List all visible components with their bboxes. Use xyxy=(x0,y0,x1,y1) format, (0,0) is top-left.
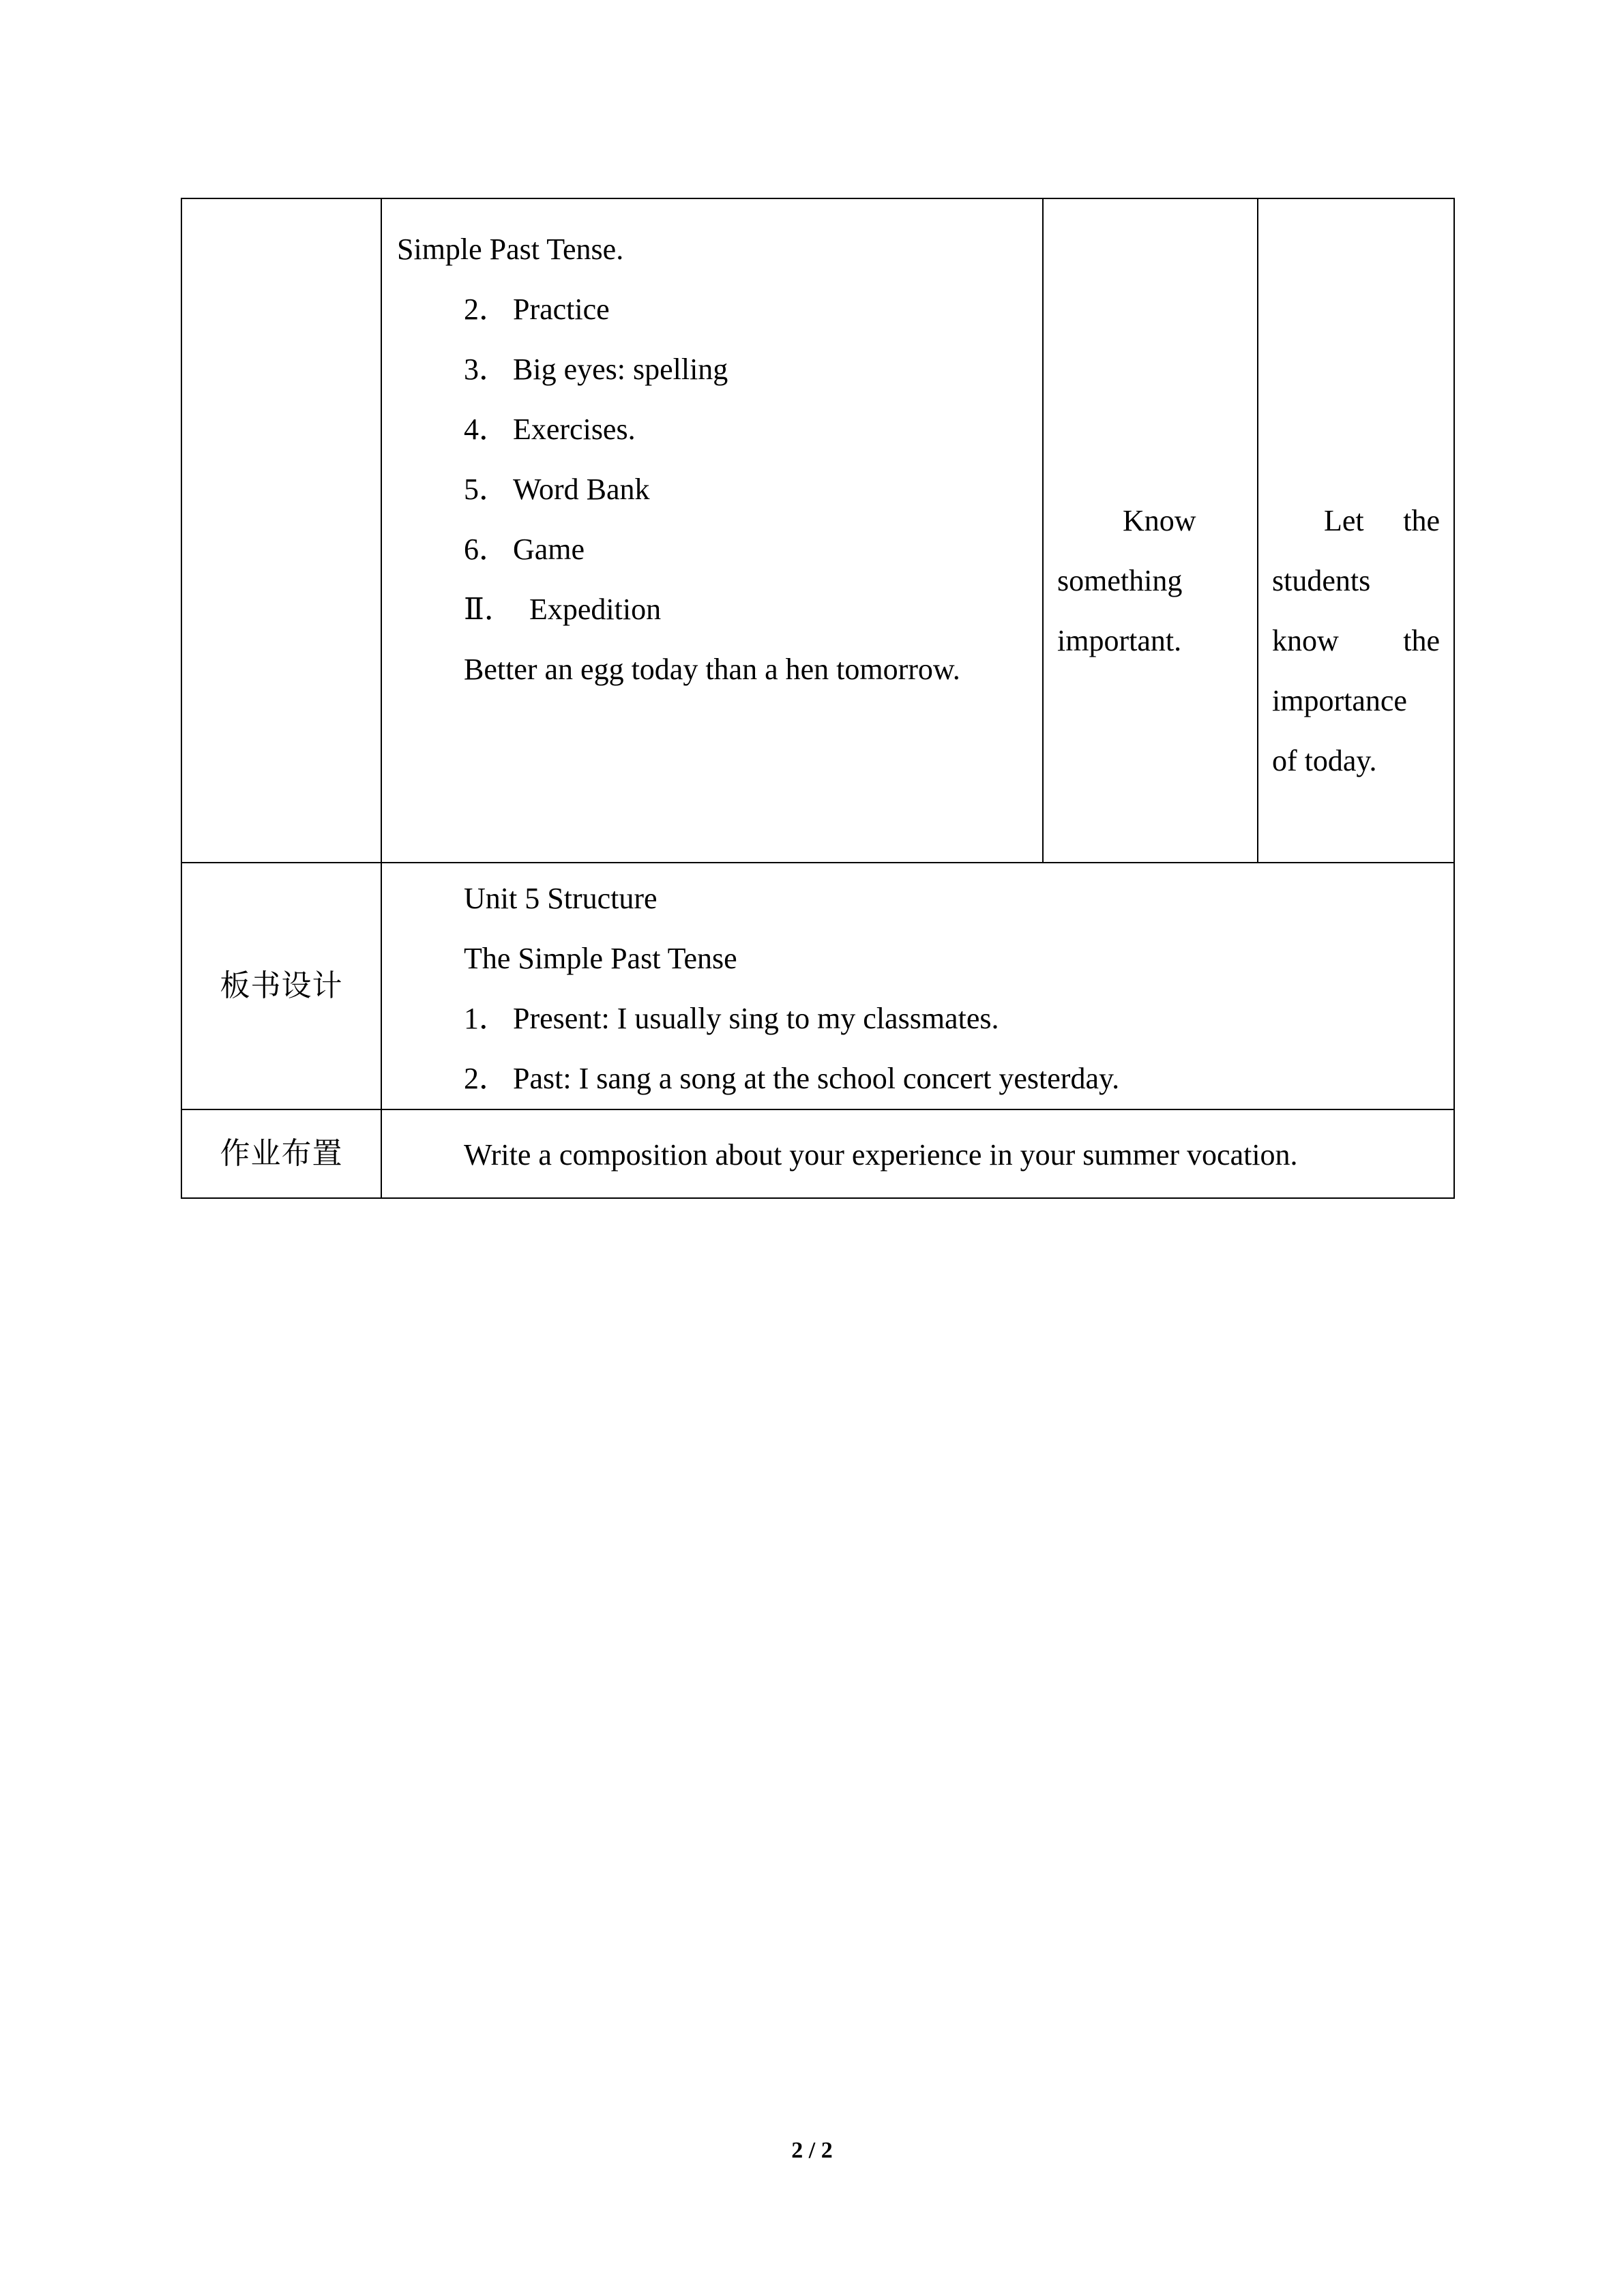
aim-cell xyxy=(1043,198,1258,863)
purpose-line: importance xyxy=(1272,684,1407,717)
page-number: 2 / 2 xyxy=(791,2138,833,2163)
aim-line: important. xyxy=(1057,624,1182,657)
procedure-content-cell xyxy=(381,198,1043,863)
list-item: 2． Practice xyxy=(464,293,610,326)
empty-label-cell xyxy=(181,198,381,863)
purpose-line: Let the xyxy=(1324,504,1440,537)
aim-line: something xyxy=(1057,564,1183,597)
purpose-line: of today. xyxy=(1272,744,1377,777)
purpose-cell xyxy=(1258,198,1454,863)
proverb-line: Better an egg today than a hen tomorrow. xyxy=(464,653,960,686)
intro-line: Simple Past Tense. xyxy=(397,233,624,266)
list-item: 2． Past: I sang a song at the school concert yesterday. xyxy=(464,1062,1120,1095)
board-title: Unit 5 Structure xyxy=(464,882,658,915)
list-item: 3． Big eyes: spelling xyxy=(464,353,728,386)
purpose-line: students xyxy=(1272,564,1371,597)
homework-text: Write a composition about your experience in your summer vocation. xyxy=(464,1138,1298,1172)
list-item: 5． Word Bank xyxy=(464,473,650,506)
homework-label: 作业布置 xyxy=(181,1109,381,1198)
aim-line: Know xyxy=(1123,504,1196,537)
section-heading: Ⅱ． Expedition xyxy=(464,593,662,626)
list-item: 6． Game xyxy=(464,533,585,566)
list-item: 1． Present: I usually sing to my classmates. xyxy=(464,1002,999,1035)
purpose-line: know the xyxy=(1272,624,1440,657)
board-design-label: 板书设计 xyxy=(181,863,381,1109)
board-subtitle: The Simple Past Tense xyxy=(464,942,737,975)
board-design-content xyxy=(381,863,1454,1109)
board-design-row xyxy=(181,863,1454,1109)
list-item: 4． Exercises. xyxy=(464,413,636,446)
homework-content xyxy=(381,1109,1454,1198)
homework-row xyxy=(181,1109,1454,1198)
lesson-plan-table xyxy=(181,198,1455,1199)
procedure-row xyxy=(181,198,1454,863)
